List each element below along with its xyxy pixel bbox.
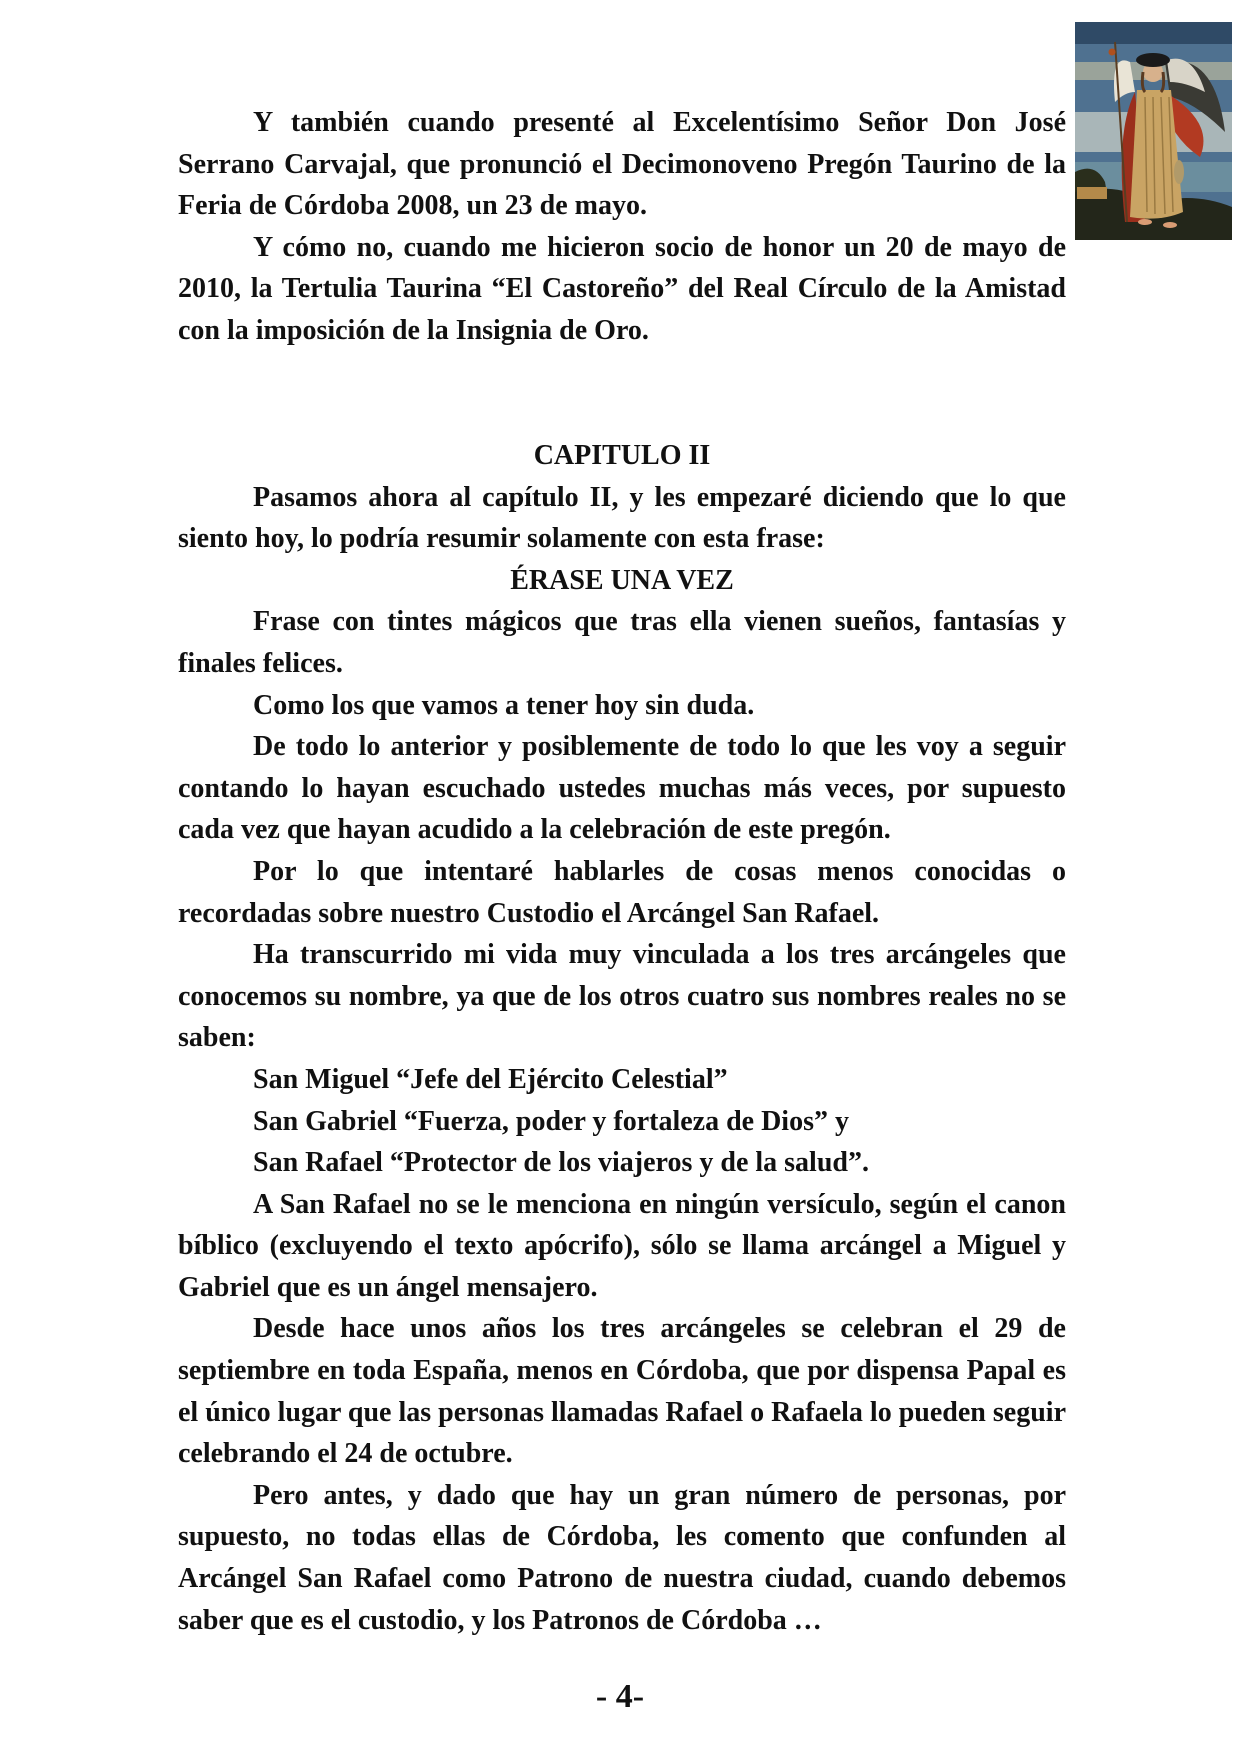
paragraph: De todo lo anterior y posiblemente de todo lo que les voy a seguir contando lo hayan escuchado ustedes muchas más veces, por supuesto cada vez que hayan acudido a la celebración de este pregón. [178,731,1066,846]
archangel-painting-icon [1075,22,1232,240]
paragraph: Y cómo no, cuando me hicieron socio de honor un 20 de mayo de 2010, la Tertulia Taurina “El Castoreño” del Real Círculo de la Amistad con la imposición de la Insignia de Oro. [178,231,1066,346]
archangel-painting-image [1075,22,1232,240]
text-block-top [178,102,1066,352]
text-block-chapter [178,435,1066,1641]
archangel-list-item: San Miguel “Jefe del Ejército Celestial” [253,1063,728,1095]
paragraph: Y también cuando presenté al Excelentísimo Señor Don José Serrano Carvajal, que pronunció el Decimonoveno Pregón Taurino de la Feria de Córdoba 2008, un 23 de mayo. [178,107,1066,222]
archangel-list-item: San Rafael “Protector de los viajeros y de la salud”. [253,1147,869,1179]
paragraph: Pero antes, y dado que hay un gran número de personas, por supuesto, no todas ellas de Córdoba, les comento que confunden al Arcángel San Rafael como Patrono de nuestra ciudad, cuando debemos saber que es el custodio, y los Patronos de Córdoba … [178,1479,1066,1636]
paragraph: Por lo que intentaré hablarles de cosas menos conocidas o recordadas sobre nuestro Custodio el Arcángel San Rafael. [178,855,1066,929]
chapter-title: CAPITULO II [533,440,711,471]
paragraph: Como los que vamos a tener hoy sin duda. [253,689,755,721]
paragraph: Frase con tintes mágicos que tras ella vienen sueños, fantasías y finales felices. [178,606,1066,679]
phrase-heading: ÉRASE UNA VEZ [510,564,734,596]
paragraph: Desde hace unos años los tres arcángeles se celebran el 29 de septiembre en toda España, menos en Córdoba, que por dispensa Papal es el único lugar que las personas llamadas Rafael o Rafaela lo pueden seguir celebrando el 24 de octubre. [178,1313,1066,1470]
paragraph: A San Rafael no se le menciona en ningún versículo, según el canon bíblico (excluyendo el texto apócrifo), sólo se llama arcángel a Miguel y Gabriel que es un ángel mensajero. [178,1188,1066,1303]
page-number: - 4- [595,1678,645,1715]
archangel-list-item: San Gabriel “Fuerza, poder y fortaleza de Dios” y [253,1105,849,1137]
paragraph: Pasamos ahora al capítulo II, y les empezaré diciendo que lo que siento hoy, lo podría resumir solamente con esta frase: [178,481,1066,555]
paragraph: Ha transcurrido mi vida muy vinculada a los tres arcángeles que conocemos su nombre, ya que de los otros cuatro sus nombres reales no se saben: [178,939,1066,1054]
